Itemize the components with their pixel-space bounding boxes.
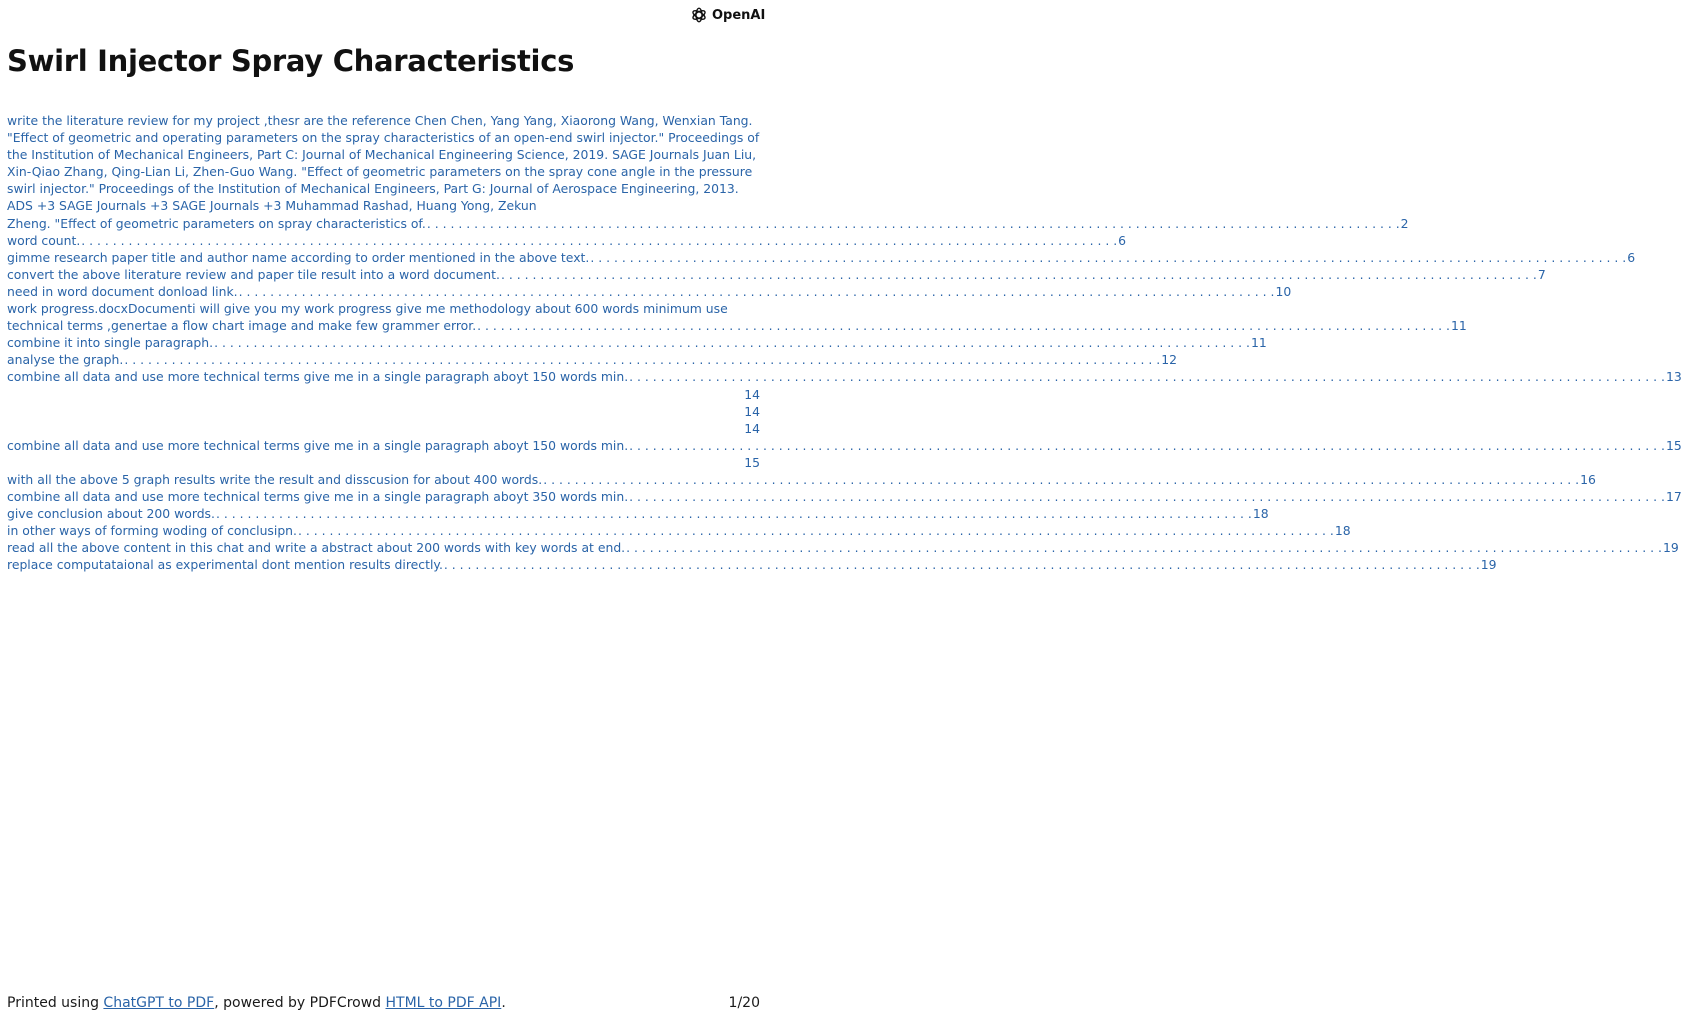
toc-entry[interactable] [7,505,1269,522]
html-to-pdf-api-link[interactable]: HTML to PDF API [385,995,502,1011]
toc-entry-label: give conclusion about 200 words. [7,506,215,522]
toc-entry-label: combine all data and use more technical terms give me in a single paragraph aboyt 150 words min. [7,369,629,385]
toc-entry[interactable] [7,488,1682,505]
toc-entry[interactable] [7,403,760,420]
toc-entry[interactable] [7,334,1267,351]
toc-entry[interactable] [7,351,1177,368]
openai-logo-icon [690,6,708,24]
toc-entry-label: analyse the graph. [7,352,124,368]
toc-entry-label: combine all data and use more technical terms give me in a single paragraph aboyt 350 words min. [7,489,629,505]
toc-page-number: 15 [744,454,760,470]
footer [7,995,760,1011]
toc-page-number: 14 [744,386,760,402]
toc-leader-dots [81,232,1117,249]
toc-entry-label: convert the above literature review and paper tile result into a word document. [7,266,500,282]
toc-leader-dots [477,317,1450,334]
toc-entry-label: word count. [7,232,81,248]
toc-entry-tail [7,317,1467,334]
toc-page-number: 19 [1663,540,1679,556]
toc-page-number: 16 [1580,471,1596,487]
toc-entry-label: combine it into single paragraph. [7,335,214,351]
toc-entry[interactable] [7,471,1596,488]
toc-entry-label: gimme research paper title and author name according to order mentioned in the above text. [7,249,590,265]
toc-leader-dots [590,249,1626,266]
toc-leader-dots [427,215,1400,232]
toc-entry[interactable] [7,539,1679,556]
toc-entry[interactable] [7,522,1351,539]
toc-entry-label: in other ways of forming woding of conclusipn. [7,523,297,539]
toc-page-number: 6 [1118,232,1127,248]
toc-page-number: 18 [1252,506,1269,522]
toc-leader-dots [214,334,1250,351]
toc-page-number: 11 [1451,318,1467,334]
toc-leader-dots [239,283,1275,300]
toc-page-number: 6 [1627,249,1636,265]
toc-entry[interactable] [7,300,1467,334]
toc-page-number: 7 [1537,266,1546,282]
toc-entry-tail [7,215,1409,232]
toc-page-number: 11 [1250,335,1267,351]
toc-entry[interactable] [7,283,1292,300]
openai-brand [690,6,766,24]
toc-page-number: 15 [1666,437,1682,453]
toc-entry-label: need in word document donload link. [7,283,238,299]
toc-page-number: 19 [1480,557,1497,573]
toc-leader-dots [501,266,1537,283]
toc-leader-dots [543,471,1579,488]
toc-entry-label: write the literature review for my project ,thesr are the reference Chen Chen, Yang Yang, Xiaorong Wang, Wenxian Tang. "Effect of geometric and operating parameters on the spray characteristics of an open-end swirl injector." Proceedings of the Institution of Mechanical Engineers, Part C: Journal of Mechanical Engineering Science, 2019. SAGE Journals Juan Liu, Xin-Qiao Zhang, Qing-Lian Li, Zhen-Guo Wang. "Effect of geometric parameters on the spray cone angle in the pressure swirl injector." Proceedings of the Institution of Mechanical Engineers, Part G: Journal of Aerospace Engineering, 2013. ADS +3 SAGE Journals +3 SAGE Journals +3 Muhammad Rashad, Huang Yong, Zekun [7,113,760,214]
toc-entry[interactable] [7,368,1682,385]
toc-leader-dots [629,437,1665,454]
toc-entry-label: combine all data and use more technical terms give me in a single paragraph aboyt 150 words min. [7,437,629,453]
toc-page-number: 18 [1334,523,1351,539]
toc-page-number: 2 [1400,215,1409,231]
toc-entry-label-tail: Zheng. "Effect of geometric parameters on spray characteristics of. [7,215,426,231]
toc-entry-label: with all the above 5 graph results write the result and disscusion for about 400 words. [7,471,543,487]
toc-leader-dots [629,488,1665,505]
toc-entry-label-tail: technical terms ,genertae a flow chart image and make few grammer error. [7,318,477,334]
toc-entry[interactable] [7,454,760,471]
chatgpt-to-pdf-link[interactable]: ChatGPT to PDF [103,995,215,1011]
toc-entry[interactable] [7,386,760,403]
toc-entry[interactable] [7,112,1409,232]
toc-entry[interactable] [7,420,760,437]
table-of-contents [7,112,1682,574]
footer-credit: Printed using ChatGPT to PDF, powered by PDFCrowd HTML to PDF API. [7,995,506,1011]
toc-entry-label: read all the above content in this chat and write a abstract about 200 words with key words at end. [7,540,626,556]
brand-name: OpenAI [712,7,766,23]
toc-entry-label: replace computataional as experimental dont mention results directly. [7,557,443,573]
toc-entry[interactable] [7,249,1636,266]
toc-entry[interactable] [7,556,1497,573]
toc-entry-label: work progress.docxDocumenti will give you my work progress give me methodology about 600 words minimum use [7,301,728,317]
page-title: Swirl Injector Spray Characteristics [7,44,575,78]
toc-entry[interactable] [7,437,1682,454]
toc-leader-dots [629,368,1665,385]
toc-leader-dots [298,522,1334,539]
toc-entry[interactable] [7,266,1546,283]
toc-leader-dots [626,539,1662,556]
toc-page-number: 14 [744,420,760,436]
toc-page-number: 17 [1666,489,1682,505]
toc-leader-dots [216,505,1252,522]
toc-page-number: 10 [1275,283,1292,299]
toc-entry[interactable] [7,232,1127,249]
toc-leader-dots [444,556,1480,573]
page-indicator: 1/20 [728,995,760,1011]
toc-page-number: 14 [744,403,760,419]
toc-leader-dots [124,351,1160,368]
toc-page-number: 13 [1666,369,1682,385]
toc-page-number: 12 [1161,352,1177,368]
